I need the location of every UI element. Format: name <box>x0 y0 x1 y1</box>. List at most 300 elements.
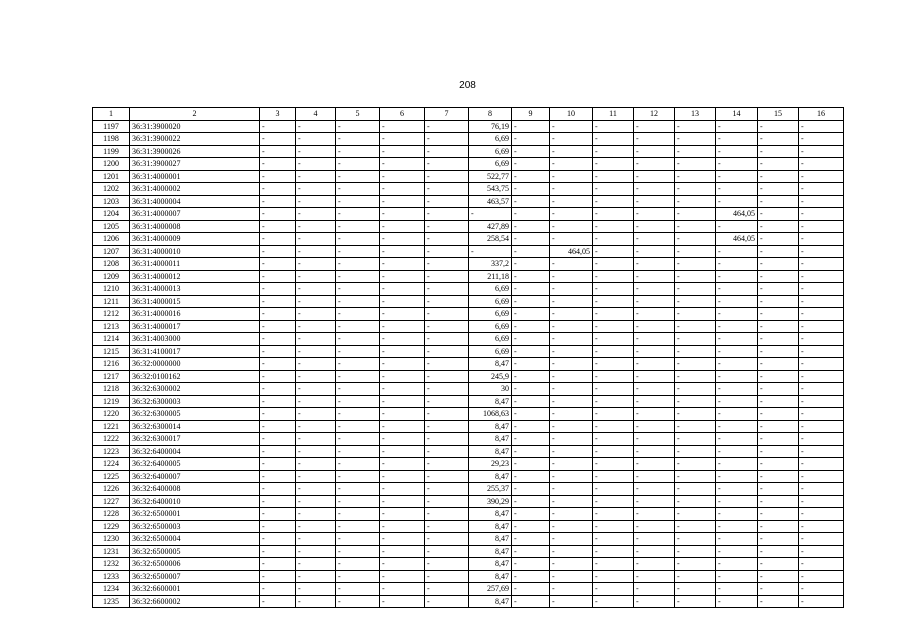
value-cell: - <box>380 408 425 421</box>
value-cell: - <box>758 408 799 421</box>
value-cell: - <box>296 420 336 433</box>
cadastral-number-cell: 36:32:6400010 <box>130 495 260 508</box>
row-number-cell: 1218 <box>93 383 130 396</box>
value-cell: - <box>799 420 844 433</box>
table-row <box>93 458 844 471</box>
table-row <box>93 208 844 221</box>
value-cell: - <box>799 558 844 571</box>
table-row <box>93 433 844 446</box>
value-cell: - <box>512 408 550 421</box>
value-cell: - <box>296 458 336 471</box>
value-cell: - <box>550 283 593 296</box>
value-cell: - <box>380 170 425 183</box>
value-cell: - <box>512 420 550 433</box>
value-cell: 8,47 <box>469 520 512 533</box>
row-number-cell: 1235 <box>93 595 130 608</box>
value-cell: 255,37 <box>469 483 512 496</box>
value-cell: - <box>799 195 844 208</box>
value-cell: - <box>799 158 844 171</box>
value-cell: - <box>550 408 593 421</box>
value-cell: - <box>675 345 716 358</box>
value-cell: - <box>716 283 758 296</box>
value-cell: - <box>593 258 634 271</box>
value-cell: - <box>550 508 593 521</box>
value-cell: - <box>512 120 550 133</box>
value-cell: - <box>593 558 634 571</box>
value-cell: - <box>799 133 844 146</box>
value-cell: - <box>593 283 634 296</box>
value-cell: - <box>716 333 758 346</box>
value-cell: - <box>425 370 469 383</box>
column-header: 11 <box>593 108 634 121</box>
value-cell: - <box>260 445 296 458</box>
value-cell: - <box>799 208 844 221</box>
value-cell: - <box>634 283 675 296</box>
value-cell: - <box>512 445 550 458</box>
value-cell: - <box>758 570 799 583</box>
row-number-cell: 1227 <box>93 495 130 508</box>
table-row <box>93 595 844 608</box>
value-cell: - <box>550 470 593 483</box>
row-number-cell: 1229 <box>93 520 130 533</box>
value-cell: - <box>512 245 550 258</box>
value-cell: - <box>550 570 593 583</box>
row-number-cell: 1215 <box>93 345 130 358</box>
value-cell: - <box>716 320 758 333</box>
value-cell: - <box>675 533 716 546</box>
value-cell: - <box>593 195 634 208</box>
value-cell: - <box>550 145 593 158</box>
value-cell: - <box>758 420 799 433</box>
value-cell: - <box>425 558 469 571</box>
column-header: 7 <box>425 108 469 121</box>
value-cell: 464,05 <box>550 245 593 258</box>
value-cell: - <box>380 433 425 446</box>
cadastral-number-cell: 36:31:4000011 <box>130 258 260 271</box>
value-cell: - <box>675 145 716 158</box>
column-header: 15 <box>758 108 799 121</box>
value-cell: - <box>593 470 634 483</box>
value-cell: - <box>512 170 550 183</box>
value-cell: 8,47 <box>469 445 512 458</box>
value-cell: - <box>634 420 675 433</box>
value-cell: - <box>593 520 634 533</box>
value-cell: - <box>550 520 593 533</box>
value-cell: - <box>758 470 799 483</box>
value-cell: - <box>260 183 296 196</box>
value-cell: - <box>336 270 380 283</box>
value-cell: - <box>336 420 380 433</box>
table-row <box>93 258 844 271</box>
value-cell: - <box>634 158 675 171</box>
value-cell: - <box>593 333 634 346</box>
row-number-cell: 1234 <box>93 583 130 596</box>
value-cell: - <box>260 195 296 208</box>
value-cell: - <box>675 583 716 596</box>
value-cell: - <box>380 183 425 196</box>
value-cell: 8,47 <box>469 533 512 546</box>
value-cell: - <box>380 570 425 583</box>
value-cell: - <box>425 120 469 133</box>
column-header: 3 <box>260 108 296 121</box>
value-cell: 257,69 <box>469 583 512 596</box>
value-cell: 8,47 <box>469 558 512 571</box>
value-cell: - <box>296 358 336 371</box>
value-cell: - <box>716 158 758 171</box>
value-cell: - <box>550 458 593 471</box>
value-cell: 76,19 <box>469 120 512 133</box>
value-cell: - <box>716 383 758 396</box>
table-row <box>93 145 844 158</box>
value-cell: - <box>296 120 336 133</box>
value-cell: - <box>260 495 296 508</box>
value-cell: - <box>336 595 380 608</box>
value-cell: - <box>380 508 425 521</box>
value-cell: - <box>512 145 550 158</box>
cadastral-number-cell: 36:32:6300014 <box>130 420 260 433</box>
value-cell: - <box>380 483 425 496</box>
value-cell: - <box>260 170 296 183</box>
value-cell: - <box>675 320 716 333</box>
value-cell: - <box>716 570 758 583</box>
value-cell: - <box>716 270 758 283</box>
value-cell: - <box>634 133 675 146</box>
value-cell: - <box>758 520 799 533</box>
value-cell: - <box>593 433 634 446</box>
value-cell: - <box>593 420 634 433</box>
value-cell: - <box>336 395 380 408</box>
value-cell: - <box>425 383 469 396</box>
table-row <box>93 408 844 421</box>
table-row <box>93 470 844 483</box>
table-row <box>93 383 844 396</box>
value-cell: - <box>716 408 758 421</box>
value-cell: - <box>799 570 844 583</box>
value-cell: - <box>512 470 550 483</box>
row-number-cell: 1220 <box>93 408 130 421</box>
value-cell: - <box>425 158 469 171</box>
value-cell: - <box>296 158 336 171</box>
row-number-cell: 1224 <box>93 458 130 471</box>
value-cell: - <box>675 433 716 446</box>
value-cell: - <box>550 383 593 396</box>
value-cell: 8,47 <box>469 420 512 433</box>
row-number-cell: 1212 <box>93 308 130 321</box>
cadastral-number-cell: 36:32:6300002 <box>130 383 260 396</box>
value-cell: - <box>550 558 593 571</box>
value-cell: - <box>336 333 380 346</box>
value-cell: - <box>675 420 716 433</box>
value-cell: - <box>593 495 634 508</box>
value-cell: - <box>593 295 634 308</box>
row-number-cell: 1199 <box>93 145 130 158</box>
value-cell: - <box>512 520 550 533</box>
value-cell: - <box>675 245 716 258</box>
value-cell: - <box>425 570 469 583</box>
value-cell: - <box>296 133 336 146</box>
value-cell: - <box>380 595 425 608</box>
table-row <box>93 358 844 371</box>
table-body <box>93 120 844 608</box>
value-cell: - <box>593 308 634 321</box>
value-cell: - <box>380 583 425 596</box>
table-row <box>93 583 844 596</box>
cadastral-number-cell: 36:32:6600001 <box>130 583 260 596</box>
value-cell: - <box>425 520 469 533</box>
column-header: 8 <box>469 108 512 121</box>
value-cell: - <box>799 408 844 421</box>
value-cell: - <box>425 270 469 283</box>
value-cell: - <box>512 208 550 221</box>
value-cell: - <box>260 595 296 608</box>
value-cell: - <box>380 195 425 208</box>
value-cell: - <box>260 433 296 446</box>
value-cell: - <box>260 333 296 346</box>
table-row <box>93 370 844 383</box>
value-cell: 427,89 <box>469 220 512 233</box>
value-cell: - <box>296 258 336 271</box>
value-cell: - <box>260 133 296 146</box>
value-cell: - <box>634 545 675 558</box>
row-number-cell: 1206 <box>93 233 130 246</box>
value-cell: - <box>675 495 716 508</box>
value-cell: - <box>550 595 593 608</box>
row-number-cell: 1216 <box>93 358 130 371</box>
table-row <box>93 270 844 283</box>
value-cell: - <box>296 333 336 346</box>
value-cell: 8,47 <box>469 470 512 483</box>
value-cell: - <box>716 433 758 446</box>
value-cell: - <box>799 333 844 346</box>
value-cell: - <box>512 595 550 608</box>
row-number-cell: 1205 <box>93 220 130 233</box>
row-number-cell: 1210 <box>93 283 130 296</box>
value-cell: - <box>260 483 296 496</box>
column-header: 4 <box>296 108 336 121</box>
value-cell: - <box>380 558 425 571</box>
value-cell: - <box>260 320 296 333</box>
value-cell: - <box>675 195 716 208</box>
row-number-cell: 1211 <box>93 295 130 308</box>
value-cell: - <box>336 208 380 221</box>
header-row <box>93 108 844 121</box>
value-cell: 8,47 <box>469 358 512 371</box>
value-cell: - <box>675 295 716 308</box>
value-cell: 258,54 <box>469 233 512 246</box>
value-cell: 6,69 <box>469 320 512 333</box>
column-header: 16 <box>799 108 844 121</box>
value-cell: - <box>550 170 593 183</box>
value-cell: - <box>336 195 380 208</box>
value-cell: - <box>675 333 716 346</box>
value-cell: - <box>296 583 336 596</box>
value-cell: - <box>799 395 844 408</box>
value-cell: - <box>550 358 593 371</box>
value-cell: - <box>799 595 844 608</box>
value-cell: - <box>260 233 296 246</box>
value-cell: - <box>593 483 634 496</box>
value-cell: - <box>675 558 716 571</box>
value-cell: - <box>336 120 380 133</box>
row-number-cell: 1217 <box>93 370 130 383</box>
value-cell: - <box>593 158 634 171</box>
cadastral-number-cell: 36:31:4000015 <box>130 295 260 308</box>
row-number-cell: 1231 <box>93 545 130 558</box>
value-cell: - <box>675 120 716 133</box>
value-cell: - <box>634 595 675 608</box>
value-cell: - <box>469 245 512 258</box>
value-cell: - <box>336 358 380 371</box>
value-cell: - <box>380 420 425 433</box>
cadastral-number-cell: 36:32:6400008 <box>130 483 260 496</box>
value-cell: - <box>758 370 799 383</box>
row-number-cell: 1228 <box>93 508 130 521</box>
value-cell: - <box>425 408 469 421</box>
value-cell: - <box>550 220 593 233</box>
value-cell: - <box>296 220 336 233</box>
row-number-cell: 1225 <box>93 470 130 483</box>
value-cell: - <box>380 270 425 283</box>
value-cell: - <box>716 520 758 533</box>
value-cell: - <box>799 445 844 458</box>
row-number-cell: 1208 <box>93 258 130 271</box>
value-cell: - <box>296 233 336 246</box>
value-cell: - <box>758 595 799 608</box>
value-cell: - <box>260 520 296 533</box>
value-cell: - <box>593 345 634 358</box>
value-cell: - <box>634 308 675 321</box>
value-cell: 8,47 <box>469 433 512 446</box>
value-cell: - <box>425 395 469 408</box>
column-header: 5 <box>336 108 380 121</box>
value-cell: - <box>380 208 425 221</box>
value-cell: - <box>799 583 844 596</box>
value-cell: - <box>512 270 550 283</box>
value-cell: - <box>260 220 296 233</box>
table-row <box>93 158 844 171</box>
value-cell: - <box>634 245 675 258</box>
value-cell: - <box>260 370 296 383</box>
value-cell: - <box>336 220 380 233</box>
cadastral-number-cell: 36:31:4003000 <box>130 333 260 346</box>
cadastral-number-cell: 36:31:3900027 <box>130 158 260 171</box>
value-cell: - <box>593 145 634 158</box>
value-cell: - <box>425 458 469 471</box>
value-cell: - <box>512 583 550 596</box>
cadastral-number-cell: 36:31:4000010 <box>130 245 260 258</box>
value-cell: - <box>296 270 336 283</box>
value-cell: - <box>675 470 716 483</box>
value-cell: - <box>260 558 296 571</box>
value-cell: - <box>336 370 380 383</box>
cadastral-number-cell: 36:32:0100162 <box>130 370 260 383</box>
value-cell: - <box>634 483 675 496</box>
value-cell: - <box>799 120 844 133</box>
value-cell: - <box>716 358 758 371</box>
value-cell: - <box>296 383 336 396</box>
value-cell: - <box>593 395 634 408</box>
value-cell: - <box>634 295 675 308</box>
row-number-cell: 1203 <box>93 195 130 208</box>
value-cell: - <box>550 258 593 271</box>
value-cell: - <box>550 533 593 546</box>
value-cell: - <box>716 220 758 233</box>
column-header: 9 <box>512 108 550 121</box>
value-cell: - <box>512 133 550 146</box>
value-cell: - <box>260 270 296 283</box>
value-cell: - <box>758 295 799 308</box>
value-cell: - <box>593 270 634 283</box>
value-cell: - <box>380 295 425 308</box>
value-cell: - <box>799 458 844 471</box>
value-cell: - <box>634 195 675 208</box>
value-cell: - <box>296 483 336 496</box>
value-cell: - <box>512 283 550 296</box>
value-cell: - <box>336 258 380 271</box>
table-row <box>93 345 844 358</box>
value-cell: - <box>425 145 469 158</box>
value-cell: - <box>716 583 758 596</box>
value-cell: - <box>260 570 296 583</box>
value-cell: - <box>260 245 296 258</box>
value-cell: - <box>634 445 675 458</box>
value-cell: - <box>675 520 716 533</box>
column-header: 14 <box>716 108 758 121</box>
value-cell: - <box>758 333 799 346</box>
value-cell: - <box>380 358 425 371</box>
value-cell: - <box>675 545 716 558</box>
value-cell: - <box>512 320 550 333</box>
value-cell: - <box>469 208 512 221</box>
value-cell: - <box>512 158 550 171</box>
row-number-cell: 1213 <box>93 320 130 333</box>
value-cell: - <box>799 245 844 258</box>
value-cell: - <box>336 445 380 458</box>
value-cell: - <box>634 333 675 346</box>
value-cell: - <box>260 458 296 471</box>
value-cell: - <box>716 545 758 558</box>
value-cell: - <box>634 470 675 483</box>
value-cell: - <box>380 308 425 321</box>
value-cell: - <box>425 308 469 321</box>
value-cell: - <box>634 520 675 533</box>
value-cell: - <box>675 458 716 471</box>
value-cell: - <box>758 245 799 258</box>
value-cell: - <box>758 445 799 458</box>
value-cell: 8,47 <box>469 570 512 583</box>
value-cell: - <box>550 195 593 208</box>
value-cell: - <box>336 170 380 183</box>
value-cell: - <box>550 445 593 458</box>
value-cell: - <box>512 508 550 521</box>
table-row <box>93 283 844 296</box>
value-cell: - <box>716 595 758 608</box>
value-cell: - <box>716 195 758 208</box>
value-cell: - <box>675 283 716 296</box>
value-cell: - <box>799 295 844 308</box>
value-cell: - <box>758 120 799 133</box>
value-cell: - <box>296 408 336 421</box>
value-cell: - <box>799 183 844 196</box>
value-cell: - <box>758 495 799 508</box>
value-cell: - <box>260 308 296 321</box>
value-cell: - <box>425 583 469 596</box>
value-cell: - <box>634 345 675 358</box>
value-cell: - <box>260 508 296 521</box>
value-cell: - <box>799 345 844 358</box>
value-cell: - <box>260 470 296 483</box>
value-cell: 6,69 <box>469 333 512 346</box>
